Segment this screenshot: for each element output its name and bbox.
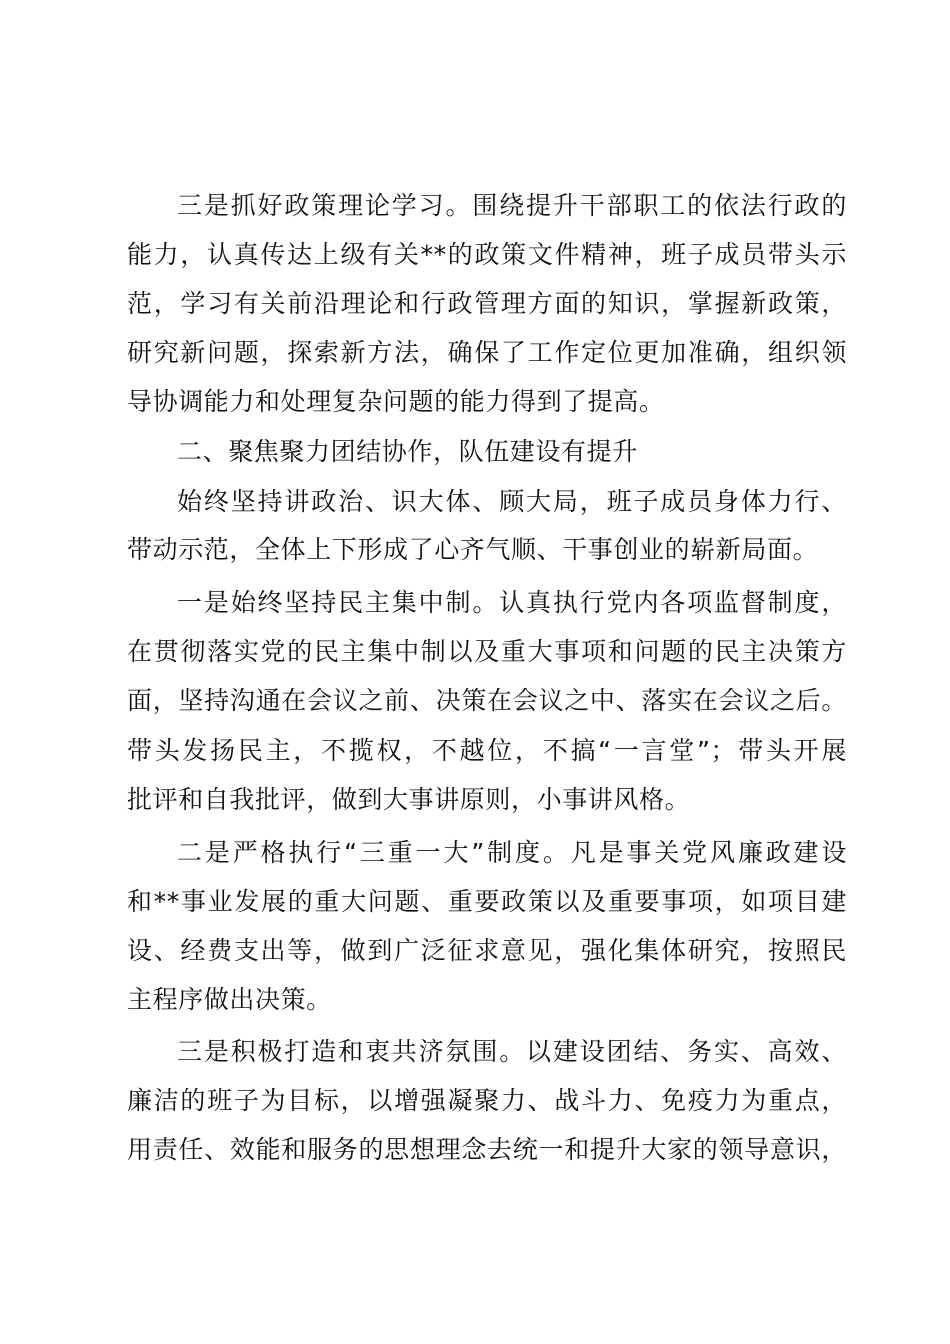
paragraph-5-line-3: 设、经费支出等，做到广泛征求意见，强化集体研究，按照民: [127, 936, 847, 965]
paragraph-5-line-2: 和**事业发展的重大问题、重要政策以及重要事项，如项目建: [127, 887, 847, 916]
paragraph-6-line-2: 廉洁的班子为目标，以增强凝聚力、战斗力、免疫力为重点，: [127, 1086, 847, 1115]
paragraph-1-line-1: 三是抓好政策理论学习。围绕提升干部职工的依法行政的: [177, 191, 847, 220]
paragraph-5-line-4: 主程序做出决策。: [127, 985, 332, 1014]
paragraph-1-line-3: 范，学习有关前沿理论和行政管理方面的知识，掌握新政策，: [127, 289, 847, 318]
paragraph-1-line-5: 导协调能力和处理复杂问题的能力得到了提高。: [127, 387, 665, 416]
paragraph-3-line-1: 始终坚持讲政治、识大体、顾大局，班子成员身体力行、: [177, 487, 847, 516]
paragraph-4-line-2: 在贯彻落实党的民主集中制以及重大事项和问题的民主决策方: [127, 637, 847, 666]
paragraph-4-line-3: 面，坚持沟通在会议之前、决策在会议之中、落实在会议之后。: [127, 686, 847, 715]
paragraph-1-line-2: 能力，认真传达上级有关**的政策文件精神，班子成员带头示: [127, 240, 847, 269]
paragraph-6-line-3: 用责任、效能和服务的思想理念去统一和提升大家的领导意识，: [127, 1135, 847, 1164]
paragraph-4-line-1: 一是始终坚持民主集中制。认真执行党内各项监督制度，: [177, 588, 847, 617]
paragraph-6-line-1: 三是积极打造和衷共济氛围。以建设团结、务实、高效、: [177, 1037, 847, 1066]
paragraph-1-line-4: 研究新问题，探索新方法，确保了工作定位更加准确，组织领: [127, 338, 847, 367]
paragraph-5-line-1: 二是严格执行“三重一大”制度。凡是事关党风廉政建设: [177, 838, 847, 867]
section-heading: 二、聚焦聚力团结协作，队伍建设有提升: [177, 437, 638, 466]
paragraph-4-line-5: 批评和自我批评，做到大事讲原则，小事讲风格。: [127, 785, 691, 814]
paragraph-4-line-4: 带头发扬民主，不揽权，不越位，不搞“一言堂”；带头开展: [127, 736, 847, 765]
paragraph-3-line-2: 带动示范，全体上下形成了心齐气顺、干事创业的崭新局面。: [127, 535, 819, 564]
